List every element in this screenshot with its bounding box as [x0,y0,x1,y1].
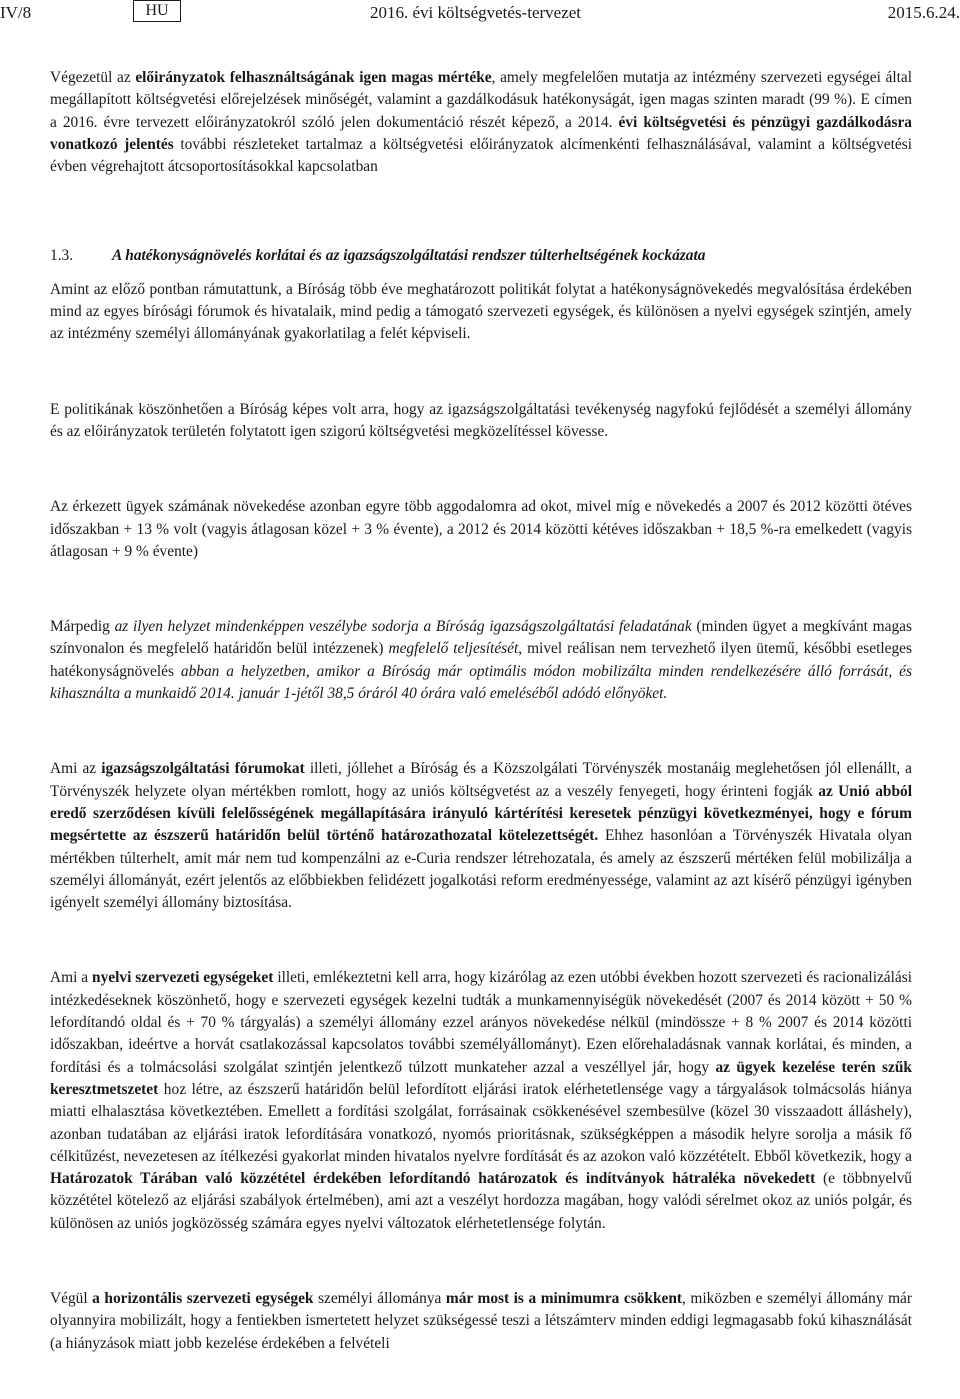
text-run: személyi állománya [313,1289,446,1307]
paragraph [50,67,912,178]
text-run: Ami az [50,760,102,778]
text-run: , miközben e személyi állomány már olyannyira mobilizált, hogy a fentiekben ismertetett helyzet szükségessé teszi a létszámterv minden eddigi legmagasabb fokú kihasználását (a hiányzások miatt jobb kezelése érdekében a felvételi [50,1289,912,1352]
document-date: 2015.6.24. [887,3,960,22]
text-run: E politikának köszönhetően a Bíróság képes volt arra, hogy az igazságszolgáltatási tevékenység nagyfokú fejlődését a személyi állomány és az előirányzatok területén folytatott igen szigorú költségvetési megközelítéssel kövesse. [50,400,912,440]
italic-text: az ilyen helyzet mindenképpen veszélybe sodorja a Bíróság igazságszolgáltatási feladatának [114,618,692,636]
text-run: Végezetül az [50,69,136,86]
paragraph [50,279,912,346]
bold-text: igazságszolgáltatási fórumokat [101,760,305,778]
text-run: Ami a [50,969,93,987]
bold-text: az ügyek kezelése terén szűk keresztmetszetet [50,1058,912,1098]
paragraph [50,616,912,705]
document-title: 2016. évi költségvetés-tervezet [370,3,582,22]
section-heading [50,245,912,267]
language-box: HU [133,0,181,22]
italic-text: megfelelő teljesítését [388,640,519,658]
text-run: Ehhez hasonlóan a Törvényszék Hivatala olyan mértékben túlterhelt, amit már nem tud kompenzálni az e-Curia rendszer létrehozatala, és amely az észszerű mértéken felül mobilizálja a személyi állományát, ezért jelentős az előbbiekben felidézett jogalkotási reform eredményessége, valamint az azt kísérő pénzügyi igényben igényelt személyi állomány biztosítása. [50,827,912,912]
text-run: Márpedig [50,618,115,636]
document-body [50,67,912,1355]
bold-text: már most is a minimumra csökkent [445,1289,683,1307]
section-title: A hatékonyságnövelés korlátai és az igazságszolgáltatási rendszer túlterheltségének kockázata [112,247,706,265]
bold-text: Határozatok Tárában való közzététel érdekében lefordítandó határozatok és indítványok hátraléka növekedett [50,1170,816,1188]
bold-text: a horizontális szervezeti egységek [92,1289,314,1307]
text-run: további részleteket tartalmaz a költségvetési előirányzatok alcímenkénti felhasználásával, valamint a költségvetési évben végrehajtott átcsoportosításokkal kapcsolatban [50,135,912,176]
bold-text: az Unió abból eredő szerződésen kívüli felelősségének megállapítására irányuló kártérítési keresetek pénzügyi következményei, hogy e fórum megsértette az észszerű határidőn belül történő határozathozatal kötelezettségét. [50,782,912,845]
paragraph [50,967,912,1235]
text-run: Végül [50,1289,93,1307]
text-run: , mivel reálisan nem tervezhető ilyen ütemű, későbbi esetleges hatékonyságnövelés [50,640,912,680]
text-run: Az érkezett ügyek számának növekedése azonban egyre több aggodalomra ad okot, mivel míg e növekedés a 2007 és 2012 közötti ötéves időszakban + 13 % volt (vagyis átlagosan közel + 3 % évente), a 2012 és 2014 közötti kétéves időszakban + 18,5 %-ra emelkedett (vagyis átlagosan + 9 % évente) [50,498,912,560]
text-run: Amint az előző pontban rámutattunk, a Bíróság több éve meghatározott politikát folytat a hatékonyságnövekedés megvalósítása érdekében mind az egyes bírósági fórumok és hivatalaik, mind pedig a támogató szervezeti egységek, és különösen a nyelvi egységek szintjén, amely az intézmény személyi állományának gyakorlatilag a felét képviseli. [50,280,912,343]
section-number: 1.3. [50,247,74,265]
paragraph [50,758,912,914]
paragraph [50,496,912,563]
text-run: illeti, jóllehet a Bíróság és a Közszolgálati Törvényszék mostanáig meglehetősen jól ellenállt, a Törvényszék helyzete olyan mértékben romlott, hogy az uniós költségvetést az a veszély fenyegeti, hogy érinteni fogják [50,760,912,800]
page-header [0,0,960,30]
text-run: (minden ügyet a megkívánt magas színvonalon és megfelelő határidőn belül intézzenek) [50,618,912,658]
italic-text: abban a helyzetben, amikor a Bíróság már optimális módon mobilizálta minden rendelkezésére álló forrását, és kihasználta a munkaidő 2014. január 1-jétől 38,5 óráról 40 órára való emeléséből adódó előnyöket. [50,662,912,703]
page-number: IV/8 [0,3,32,22]
text-run: (e többnyelvű közzététel kötelező az eljárási szabályok értelmében), ami azt a veszélyt hordozza magában, hogy valódi sérelmet okoz az uniós polgár, és különösen az uniós jogközösség számára egyes nyelvi változatok elérhetetlensége folytán. [50,1170,912,1232]
text-run: hoz létre, az észszerű határidőn belül lefordított eljárási iratok elérhetetlensége vagy a tárgyalások tolmácsolás hiánya miatti elhalasztása következtében. Emellett a fordítási szolgálat, forrásainak csökkenésével szembesülve (közel 30 visszaadott álláshely), azonban tudatában az eljárási iratok lefordítására vonatkozó, nyomós prioritásnak, szükségképpen a második helyre sorolja a másik fő célkitűzést, nevezetesen az ítélkezési gyakorlat minden hivatalos nyelvre fordítását és az azokon való közzétételt. Ebből következik, hogy a [50,1080,912,1165]
paragraph [50,399,912,444]
bold-text: nyelvi szervezeti egységeket [92,969,274,987]
paragraph [50,1288,912,1355]
bold-text: előirányzatok felhasználtságának igen magas mértéke [135,69,492,86]
text-run: , amely megfelelően mutatja az intézmény szervezeti egységei által megállapított költségvetési előrejelzések minőségét, valamint a gazdálkodásuk hatékonyságát, igen magas szinten maradt (99 %). E címen a 2016. évre tervezett előirányzatokról szóló jelen dokumentáció részét képező, a 2014. [50,69,912,131]
bold-text: évi költségvetési és pénzügyi gazdálkodásra vonatkozó jelentés [50,113,912,153]
text-run: illeti, emlékeztetni kell arra, hogy kizárólag az ezen utóbbi években hozott szervezeti és racionalizálási intézkedéseknek köszönhető, hogy e szervezeti egységek kezelni tudták a munkamennyiségük növekedését (2007 és 2014 között + 50 % lefordítandó oldal és + 70 % tárgyalás) a személyi állomány ezzel arányos növekedése nélkül (mindössze + 8 % 2007 és 2014 közötti időszakban, ideértve a horvát csatlakozással kapcsolatos további személyállományt). Ezen előrehaladásnak vannak korlátai, és minden, a fordítási és a tolmácsolási szolgálat szintjén jelentkező túlzott munkateher azzal a veszéllyel jár, hogy [50,969,913,1076]
